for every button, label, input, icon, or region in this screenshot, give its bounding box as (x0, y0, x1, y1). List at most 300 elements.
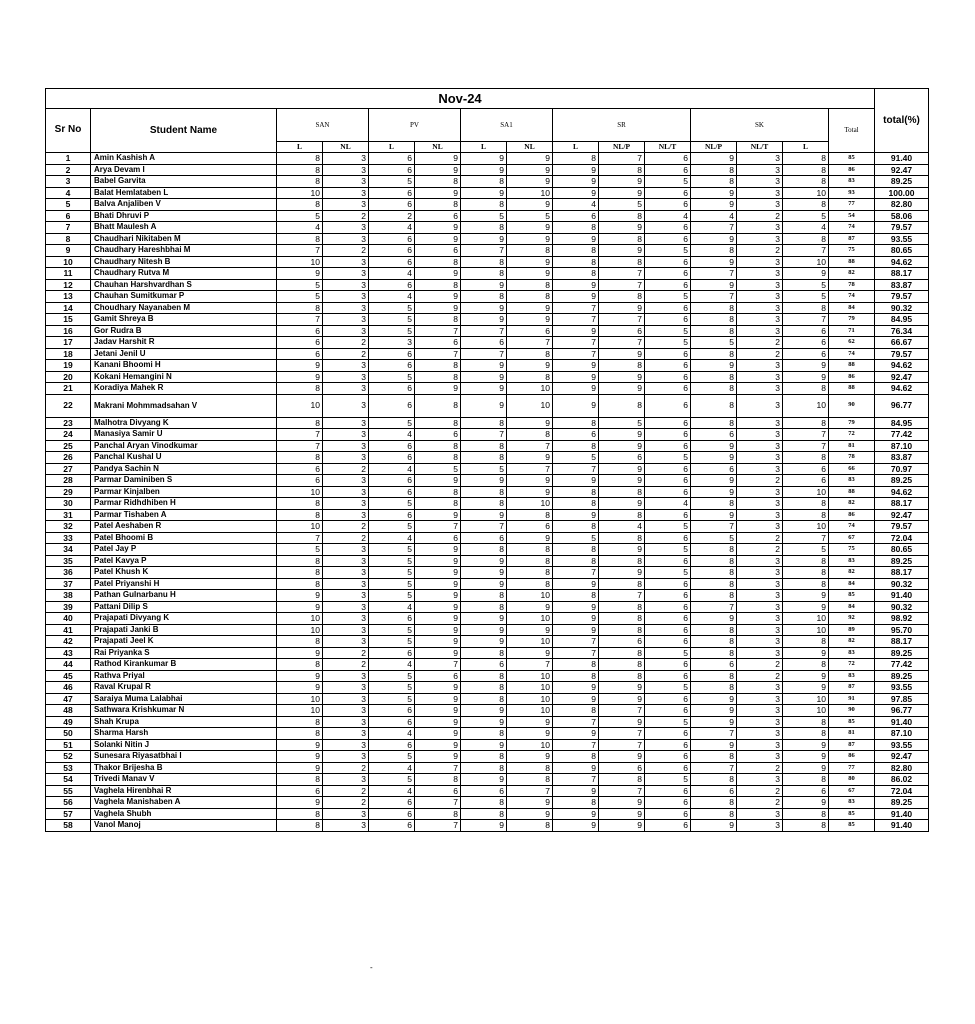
score-cell: 8 (277, 498, 323, 510)
score-cell: 9 (599, 463, 645, 475)
student-name-cell: Prajapati Janki B (91, 624, 277, 636)
table-row (46, 337, 929, 349)
score-cell: 5 (783, 279, 829, 291)
score-cell: 6 (645, 705, 691, 717)
score-cell: 6 (369, 279, 415, 291)
student-name-header: Student Name (91, 109, 277, 153)
score-cell: 2 (737, 785, 783, 797)
student-name-cell: Pandya Sachin N (91, 463, 277, 475)
score-cell: 8 (553, 751, 599, 763)
score-cell: 9 (691, 440, 737, 452)
table-row (46, 394, 929, 417)
student-name-cell: Vaghela Hirenbhai R (91, 785, 277, 797)
score-cell: 3 (737, 360, 783, 372)
total-cell: 87 (829, 739, 875, 751)
score-cell: 9 (599, 429, 645, 441)
score-cell: 3 (737, 613, 783, 625)
score-cell: 7 (599, 739, 645, 751)
score-cell: 3 (737, 417, 783, 429)
score-cell: 9 (461, 739, 507, 751)
score-cell: 9 (599, 475, 645, 487)
percent-cell: 87.10 (875, 728, 929, 740)
score-cell: 7 (783, 532, 829, 544)
score-cell: 8 (553, 417, 599, 429)
score-cell: 8 (277, 578, 323, 590)
sr-no-cell: 43 (46, 647, 91, 659)
score-cell: 7 (415, 762, 461, 774)
score-cell: 6 (461, 337, 507, 349)
score-cell: 8 (553, 705, 599, 717)
sr-no-cell: 6 (46, 210, 91, 222)
score-cell: 8 (691, 590, 737, 602)
student-name-cell: Thakor Brijesha B (91, 762, 277, 774)
table-row (46, 360, 929, 372)
total-cell: 74 (829, 348, 875, 360)
percent-cell: 88.17 (875, 268, 929, 280)
group-header-sk: SK (691, 109, 829, 142)
percent-cell: 66.67 (875, 337, 929, 349)
student-name-cell: Vanol Manoj (91, 820, 277, 832)
score-cell: 8 (599, 613, 645, 625)
total-cell: 83 (829, 176, 875, 188)
score-cell: 8 (691, 176, 737, 188)
sr-no-cell: 2 (46, 164, 91, 176)
score-cell: 2 (737, 210, 783, 222)
score-cell: 9 (415, 716, 461, 728)
score-cell: 2 (323, 762, 369, 774)
student-name-cell: Parmar Daminiben S (91, 475, 277, 487)
score-cell: 3 (323, 291, 369, 303)
score-cell: 9 (599, 751, 645, 763)
score-cell: 9 (599, 348, 645, 360)
score-cell: 3 (323, 716, 369, 728)
score-cell: 9 (461, 578, 507, 590)
score-cell: 3 (323, 429, 369, 441)
score-cell: 3 (737, 302, 783, 314)
score-cell: 8 (461, 808, 507, 820)
student-name-cell: Panchal Aryan Vinodkumar (91, 440, 277, 452)
table-row (46, 164, 929, 176)
score-cell: 8 (599, 555, 645, 567)
score-cell: 9 (783, 670, 829, 682)
score-cell: 4 (369, 222, 415, 234)
score-cell: 8 (691, 647, 737, 659)
score-cell: 6 (415, 785, 461, 797)
percent-cell: 79.57 (875, 291, 929, 303)
table-row (46, 383, 929, 395)
score-cell: 10 (507, 705, 553, 717)
table-row (46, 682, 929, 694)
score-cell: 8 (691, 383, 737, 395)
score-cell: 6 (461, 785, 507, 797)
score-cell: 9 (553, 785, 599, 797)
score-cell: 10 (507, 613, 553, 625)
score-cell: 8 (461, 256, 507, 268)
score-cell: 9 (415, 636, 461, 648)
score-cell: 6 (645, 590, 691, 602)
score-cell: 6 (461, 532, 507, 544)
score-cell: 8 (277, 820, 323, 832)
score-cell: 9 (599, 682, 645, 694)
score-cell: 7 (461, 325, 507, 337)
score-cell: 7 (599, 268, 645, 280)
table-row (46, 728, 929, 740)
score-cell: 6 (691, 659, 737, 671)
score-cell: 8 (783, 567, 829, 579)
sr-no-cell: 35 (46, 555, 91, 567)
score-cell: 2 (737, 245, 783, 257)
sr-no-cell: 40 (46, 613, 91, 625)
score-cell: 9 (599, 820, 645, 832)
sr-no-cell: 39 (46, 601, 91, 613)
marks-table (45, 88, 929, 832)
subheader-cell: NL (507, 142, 553, 153)
score-cell: 6 (691, 785, 737, 797)
score-cell: 9 (691, 486, 737, 498)
table-row (46, 210, 929, 222)
score-cell: 7 (553, 716, 599, 728)
score-cell: 9 (507, 486, 553, 498)
score-cell: 9 (415, 268, 461, 280)
score-cell: 3 (323, 417, 369, 429)
sr-no-cell: 44 (46, 659, 91, 671)
total-cell: 85 (829, 153, 875, 165)
score-cell: 9 (507, 475, 553, 487)
score-cell: 8 (599, 394, 645, 417)
score-cell: 8 (461, 452, 507, 464)
score-cell: 7 (599, 337, 645, 349)
total-cell: 79 (829, 314, 875, 326)
score-cell: 7 (277, 440, 323, 452)
total-cell: 88 (829, 383, 875, 395)
sr-no-cell: 18 (46, 348, 91, 360)
table-row (46, 774, 929, 786)
score-cell: 5 (599, 417, 645, 429)
score-cell: 9 (277, 670, 323, 682)
student-name-cell: Trivedi Manav V (91, 774, 277, 786)
score-cell: 9 (461, 475, 507, 487)
score-cell: 8 (415, 199, 461, 211)
score-cell: 8 (783, 509, 829, 521)
score-cell: 5 (369, 544, 415, 556)
score-cell: 8 (507, 774, 553, 786)
score-cell: 8 (691, 371, 737, 383)
score-cell: 9 (599, 544, 645, 556)
score-cell: 8 (277, 302, 323, 314)
score-cell: 6 (369, 797, 415, 809)
score-cell: 8 (415, 360, 461, 372)
score-cell: 9 (553, 233, 599, 245)
score-cell: 3 (323, 164, 369, 176)
percent-cell: 89.25 (875, 176, 929, 188)
score-cell: 6 (369, 233, 415, 245)
score-cell: 6 (645, 279, 691, 291)
score-cell: 9 (415, 302, 461, 314)
table-row (46, 509, 929, 521)
score-cell: 8 (553, 268, 599, 280)
score-cell: 9 (507, 601, 553, 613)
score-cell: 8 (783, 659, 829, 671)
sr-no-cell: 38 (46, 590, 91, 602)
score-cell: 3 (323, 670, 369, 682)
score-cell: 4 (277, 222, 323, 234)
score-cell: 8 (599, 670, 645, 682)
score-cell: 9 (553, 509, 599, 521)
score-cell: 8 (553, 256, 599, 268)
table-row (46, 245, 929, 257)
score-cell: 6 (645, 636, 691, 648)
sr-no-cell: 24 (46, 429, 91, 441)
table-row (46, 302, 929, 314)
score-cell: 9 (553, 728, 599, 740)
table-row (46, 808, 929, 820)
table-row (46, 797, 929, 809)
score-cell: 9 (553, 693, 599, 705)
score-cell: 9 (507, 256, 553, 268)
score-cell: 9 (507, 797, 553, 809)
student-name-cell: Manasiya Samir U (91, 429, 277, 441)
score-cell: 8 (691, 797, 737, 809)
table-row (46, 751, 929, 763)
sr-no-cell: 17 (46, 337, 91, 349)
score-cell: 8 (783, 452, 829, 464)
score-cell: 7 (277, 532, 323, 544)
score-cell: 6 (645, 302, 691, 314)
total-cell: 88 (829, 486, 875, 498)
score-cell: 6 (277, 475, 323, 487)
score-cell: 6 (645, 624, 691, 636)
total-cell: 82 (829, 636, 875, 648)
sr-no-cell: 41 (46, 624, 91, 636)
sr-no-cell: 8 (46, 233, 91, 245)
score-cell: 3 (737, 555, 783, 567)
score-cell: 6 (369, 613, 415, 625)
score-cell: 6 (369, 199, 415, 211)
score-cell: 7 (553, 314, 599, 326)
score-cell: 9 (507, 314, 553, 326)
score-cell: 6 (645, 371, 691, 383)
score-cell: 8 (277, 774, 323, 786)
table-row (46, 716, 929, 728)
table-row (46, 659, 929, 671)
student-name-cell: Bhati Dhruvi P (91, 210, 277, 222)
score-cell: 5 (369, 176, 415, 188)
score-cell: 8 (507, 567, 553, 579)
score-cell: 9 (599, 716, 645, 728)
score-cell: 7 (599, 314, 645, 326)
score-cell: 9 (277, 682, 323, 694)
score-cell: 3 (323, 578, 369, 590)
score-cell: 9 (461, 187, 507, 199)
score-cell: 10 (783, 624, 829, 636)
score-cell: 8 (461, 693, 507, 705)
score-cell: 5 (645, 774, 691, 786)
score-cell: 7 (599, 153, 645, 165)
sr-no-cell: 28 (46, 475, 91, 487)
score-cell: 6 (645, 613, 691, 625)
percent-cell: 89.25 (875, 797, 929, 809)
score-cell: 8 (415, 774, 461, 786)
score-cell: 6 (369, 164, 415, 176)
score-cell: 8 (599, 647, 645, 659)
score-cell: 8 (553, 555, 599, 567)
score-cell: 4 (599, 521, 645, 533)
table-row (46, 624, 929, 636)
score-cell: 6 (507, 325, 553, 337)
score-cell: 5 (645, 521, 691, 533)
score-cell: 7 (783, 314, 829, 326)
student-name-cell: Makrani Mohmmadsahan V (91, 394, 277, 417)
total-cell: 75 (829, 245, 875, 257)
table-row (46, 498, 929, 510)
student-name-cell: Vaghela Manishaben A (91, 797, 277, 809)
score-cell: 8 (461, 486, 507, 498)
score-cell: 5 (645, 544, 691, 556)
score-cell: 9 (553, 762, 599, 774)
score-cell: 5 (277, 279, 323, 291)
score-cell: 8 (277, 509, 323, 521)
total-cell: 83 (829, 797, 875, 809)
total-cell: 83 (829, 475, 875, 487)
percent-cell: 92.47 (875, 509, 929, 521)
score-cell: 7 (415, 521, 461, 533)
score-cell: 8 (599, 578, 645, 590)
score-cell: 5 (783, 291, 829, 303)
score-cell: 7 (553, 774, 599, 786)
score-cell: 6 (645, 383, 691, 395)
table-row (46, 314, 929, 326)
score-cell: 10 (277, 256, 323, 268)
score-cell: 9 (599, 808, 645, 820)
score-cell: 5 (369, 325, 415, 337)
subheader-cell: NL (415, 142, 461, 153)
score-cell: 4 (369, 532, 415, 544)
score-cell: 9 (599, 383, 645, 395)
score-cell: 6 (645, 187, 691, 199)
table-row (46, 199, 929, 211)
table-row (46, 532, 929, 544)
score-cell: 9 (553, 371, 599, 383)
score-cell: 7 (783, 429, 829, 441)
score-cell: 4 (369, 659, 415, 671)
score-cell: 8 (507, 544, 553, 556)
score-cell: 8 (783, 578, 829, 590)
score-cell: 5 (369, 774, 415, 786)
score-cell: 8 (461, 222, 507, 234)
score-cell: 8 (599, 509, 645, 521)
score-cell: 8 (507, 555, 553, 567)
score-cell: 6 (645, 348, 691, 360)
score-cell: 3 (323, 187, 369, 199)
table-row (46, 705, 929, 717)
table-row (46, 693, 929, 705)
score-cell: 9 (507, 153, 553, 165)
score-cell: 8 (507, 820, 553, 832)
score-cell: 9 (691, 279, 737, 291)
score-cell: 3 (737, 222, 783, 234)
score-cell: 3 (323, 509, 369, 521)
percent-cell: 88.17 (875, 636, 929, 648)
score-cell: 6 (645, 797, 691, 809)
score-cell: 10 (507, 590, 553, 602)
score-cell: 9 (599, 498, 645, 510)
student-name-cell: Patel Kavya P (91, 555, 277, 567)
total-cell: 80 (829, 774, 875, 786)
score-cell: 9 (553, 394, 599, 417)
student-name-cell: Patel Jay P (91, 544, 277, 556)
score-cell: 8 (691, 498, 737, 510)
percent-cell: 97.85 (875, 693, 929, 705)
score-cell: 8 (783, 728, 829, 740)
total-cell: 74 (829, 222, 875, 234)
total-cell: 85 (829, 808, 875, 820)
percent-cell: 92.47 (875, 164, 929, 176)
total-cell: 82 (829, 498, 875, 510)
score-cell: 2 (737, 532, 783, 544)
score-cell: 9 (599, 245, 645, 257)
score-cell: 6 (783, 475, 829, 487)
score-cell: 8 (783, 383, 829, 395)
total-cell: 87 (829, 233, 875, 245)
table-row (46, 670, 929, 682)
score-cell: 8 (277, 199, 323, 211)
table-row (46, 601, 929, 613)
score-cell: 10 (783, 521, 829, 533)
score-cell: 8 (461, 440, 507, 452)
sr-no-cell: 48 (46, 705, 91, 717)
sr-no-cell: 52 (46, 751, 91, 763)
score-cell: 10 (783, 394, 829, 417)
table-row (46, 256, 929, 268)
score-cell: 9 (415, 383, 461, 395)
score-cell: 2 (737, 670, 783, 682)
score-cell: 3 (737, 199, 783, 211)
score-cell: 4 (645, 210, 691, 222)
score-cell: 8 (415, 176, 461, 188)
sr-no-cell: 29 (46, 486, 91, 498)
score-cell: 3 (323, 774, 369, 786)
subheader-cell: L (461, 142, 507, 153)
score-cell: 9 (507, 222, 553, 234)
sr-no-cell: 11 (46, 268, 91, 280)
percent-cell: 76.34 (875, 325, 929, 337)
score-cell: 3 (737, 187, 783, 199)
percent-cell: 80.65 (875, 245, 929, 257)
score-cell: 8 (277, 176, 323, 188)
score-cell: 9 (277, 590, 323, 602)
score-cell: 9 (553, 360, 599, 372)
score-cell: 10 (277, 521, 323, 533)
total-cell: 84 (829, 302, 875, 314)
score-cell: 8 (415, 808, 461, 820)
score-cell: 7 (415, 325, 461, 337)
sr-no-header: Sr No (46, 109, 91, 153)
score-cell: 9 (599, 567, 645, 579)
score-cell: 8 (461, 647, 507, 659)
score-cell: 7 (599, 279, 645, 291)
score-cell: 5 (369, 417, 415, 429)
score-cell: 9 (553, 682, 599, 694)
percent-cell: 100.00 (875, 187, 929, 199)
score-cell: 6 (783, 463, 829, 475)
score-cell: 3 (737, 578, 783, 590)
score-cell: 9 (507, 199, 553, 211)
score-cell: 9 (507, 452, 553, 464)
total-cell: 72 (829, 429, 875, 441)
score-cell: 6 (645, 532, 691, 544)
score-cell: 9 (507, 417, 553, 429)
sr-no-cell: 37 (46, 578, 91, 590)
